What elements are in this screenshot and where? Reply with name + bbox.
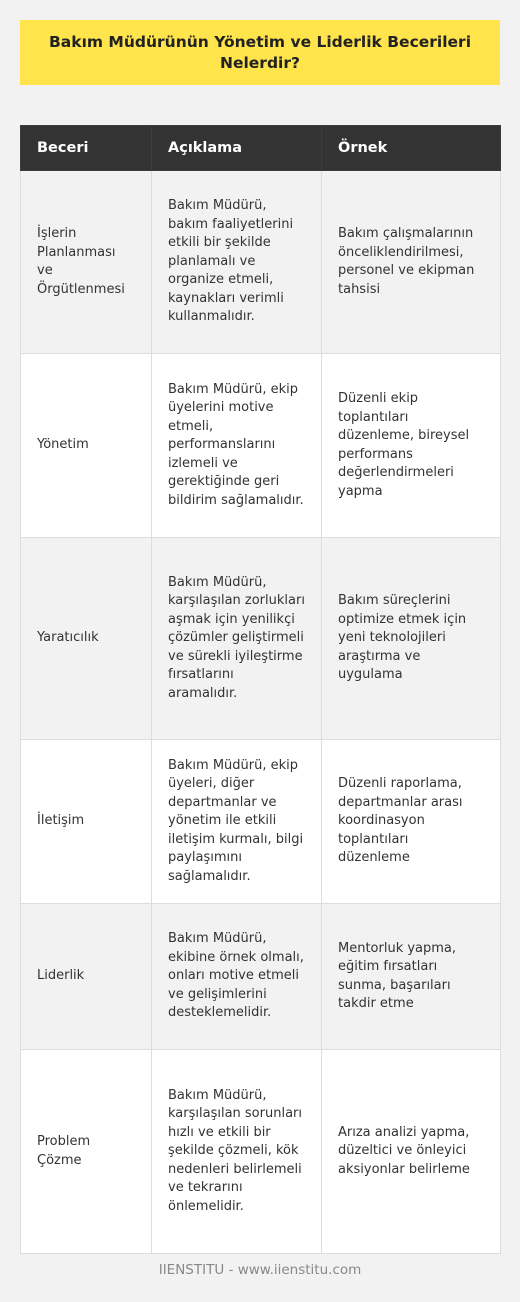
skill-cell: İşlerin Planlanması ve Örgütlenmesi <box>21 171 152 354</box>
title-banner <box>20 20 500 85</box>
skill-cell: İletişim <box>21 740 152 904</box>
example-cell: Bakım süreçlerini optimize etmek için yeni teknolojileri araştırma ve uygulama <box>322 538 501 740</box>
table-row <box>21 740 501 904</box>
skill-cell: Yaratıcılık <box>21 538 152 740</box>
skill-cell: Problem Çözme <box>21 1050 152 1254</box>
example-cell: Düzenli ekip toplantıları düzenleme, bireysel performans değerlendirmeleri yapma <box>322 354 501 538</box>
table-row <box>21 171 501 354</box>
description-cell: Bakım Müdürü, ekibine örnek olmalı, onları motive etmeli ve gelişimlerini desteklemelidir. <box>152 904 322 1050</box>
table-row <box>21 354 501 538</box>
skill-cell: Liderlik <box>21 904 152 1050</box>
table-row <box>21 904 501 1050</box>
footer-credit: IIENSTITU - www.iienstitu.com <box>158 1262 362 1278</box>
example-cell: Bakım çalışmalarının önceliklendirilmesi, personel ve ekipman tahsisi <box>322 171 501 354</box>
example-cell: Arıza analizi yapma, düzeltici ve önleyici aksiyonlar belirleme <box>322 1050 501 1254</box>
header-beceri: Beceri <box>21 126 152 171</box>
description-cell: Bakım Müdürü, ekip üyelerini motive etmeli, performanslarını izlemeli ve gerektiğinde geri bildirim sağlamalıdır. <box>152 354 322 538</box>
page-title: Bakım Müdürünün Yönetim ve Liderlik Becerileri Nelerdir? <box>48 32 472 72</box>
example-cell: Mentorluk yapma, eğitim fırsatları sunma, başarıları takdir etme <box>322 904 501 1050</box>
description-cell: Bakım Müdürü, karşılaşılan sorunları hızlı ve etkili bir şekilde çözmeli, kök nedenleri belirlemeli ve tekrarını önlemelidir. <box>152 1050 322 1254</box>
description-cell: Bakım Müdürü, ekip üyeleri, diğer departmanlar ve yönetim ile etkili iletişim kurmalı, bilgi paylaşımını sağlamalıdır. <box>152 740 322 904</box>
skills-table <box>20 125 501 1254</box>
example-cell: Düzenli raporlama, departmanlar arası koordinasyon toplantıları düzenleme <box>322 740 501 904</box>
header-aciklama: Açıklama <box>152 126 322 171</box>
header-ornek: Örnek <box>322 126 501 171</box>
table-row <box>21 538 501 740</box>
description-cell: Bakım Müdürü, karşılaşılan zorlukları aşmak için yenilikçi çözümler geliştirmeli ve sürekli iyileştirme fırsatlarını aramalıdır. <box>152 538 322 740</box>
description-cell: Bakım Müdürü, bakım faaliyetlerini etkili bir şekilde planlamalı ve organize etmeli, kaynakları verimli kullanmalıdır. <box>152 171 322 354</box>
table-row <box>21 1050 501 1254</box>
skill-cell: Yönetim <box>21 354 152 538</box>
table-header-row <box>21 126 501 171</box>
